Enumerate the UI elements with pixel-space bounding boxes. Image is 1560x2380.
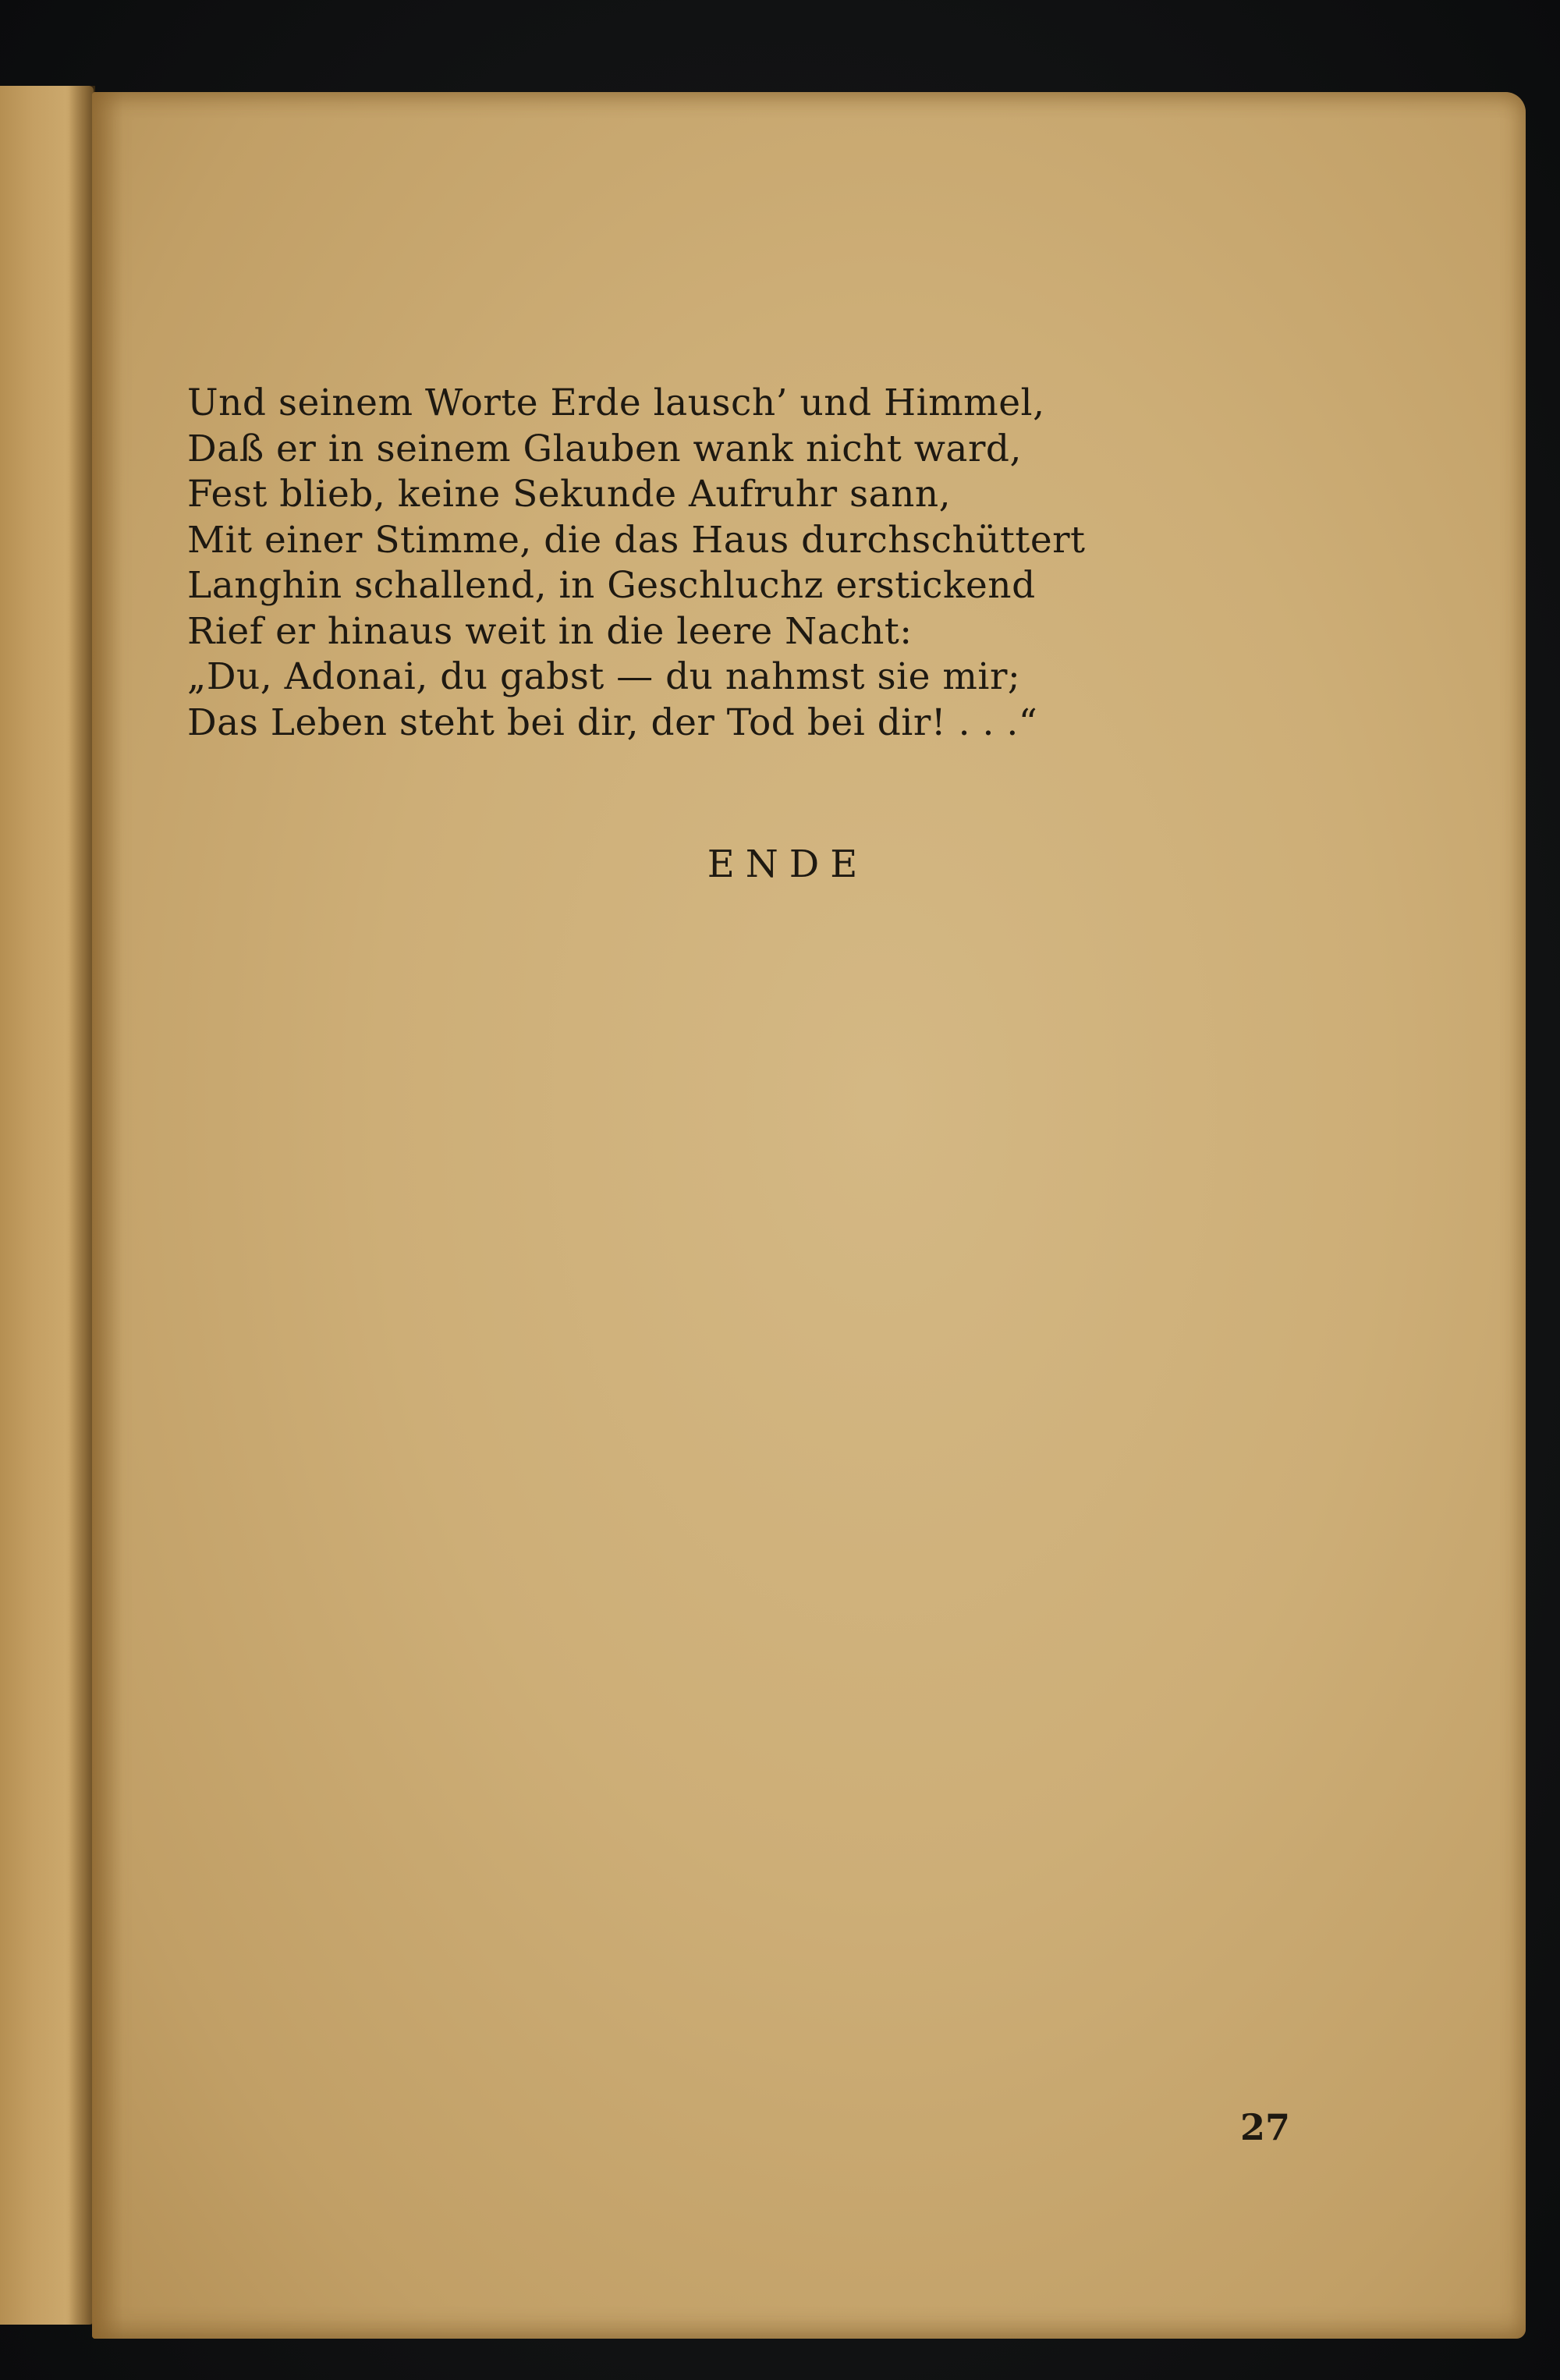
poem-line: Mit einer Stimme, die das Haus durchschüttert <box>187 518 1086 562</box>
page-gutter <box>92 92 123 2339</box>
poem-line: „Du, Adonai, du gabst — du nahmst sie mir; <box>187 655 1021 698</box>
poem-line: Daß er in seinem Glauben wank nicht ward, <box>187 427 1022 470</box>
end-heading: ENDE <box>707 842 869 886</box>
page-edge-shadow <box>69 86 95 2325</box>
poem-line: Rief er hinaus weit in die leere Nacht: <box>187 609 913 653</box>
page-number: 27 <box>1240 2106 1291 2148</box>
poem-line: Und seinem Worte Erde lausch’ und Himmel, <box>187 381 1045 424</box>
poem-stanza <box>187 381 1201 746</box>
poem-line: Das Leben steht bei dir, der Tod bei dir! . . .“ <box>187 701 1038 744</box>
poem-line: Fest blieb, keine Sekunde Aufruhr sann, <box>187 473 952 516</box>
poem-line: Langhin schallend, in Geschluchz erstickend <box>187 564 1036 607</box>
